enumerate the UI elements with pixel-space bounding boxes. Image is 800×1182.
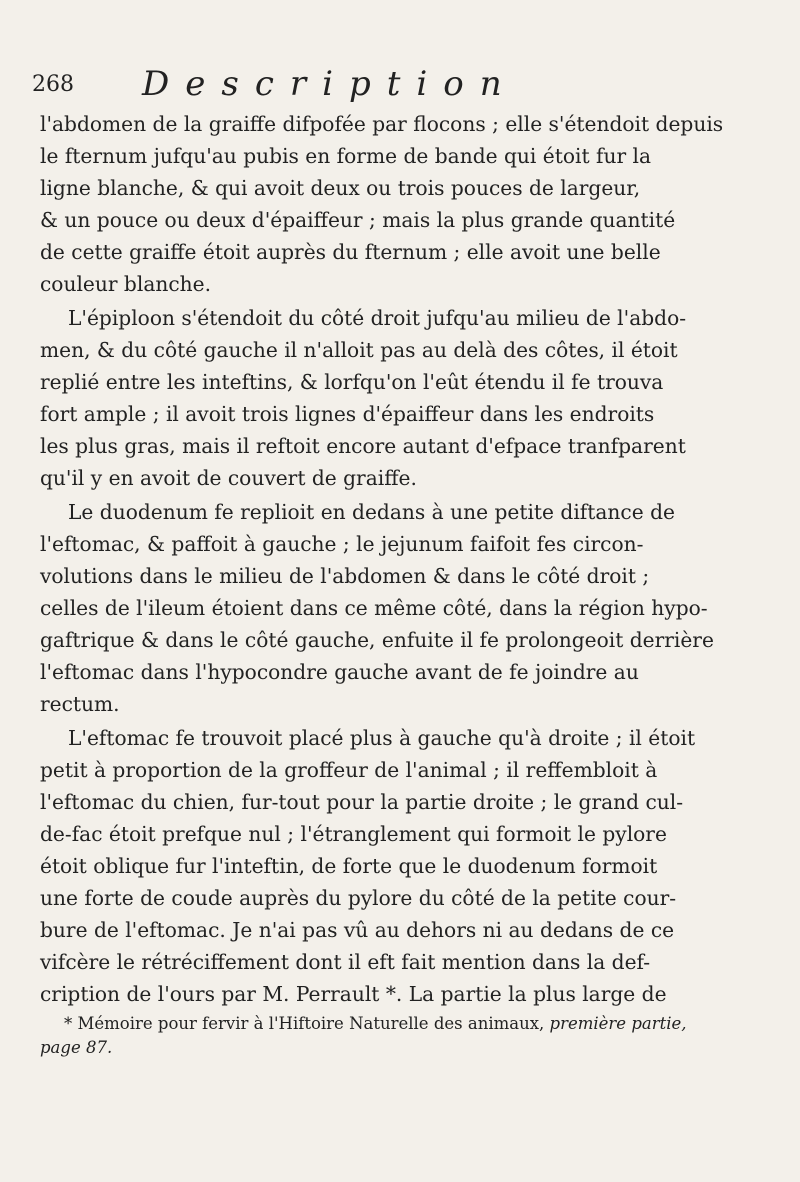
page-number: 268 [32, 72, 74, 97]
text-line: couleur blanche. [40, 272, 212, 296]
text-line: de cette graiffe étoit auprès du fternum ; elle avoit une belle [40, 240, 661, 264]
text-line: replié entre les inteftins, & lorfqu'on l'eût étendu il fe trouva [40, 370, 664, 394]
text-line: & un pouce ou deux d'épaiffeur ; mais la plus grande quantité [40, 208, 676, 232]
footnote-marker: * [64, 1014, 73, 1033]
footnote-page: page 87. [40, 1038, 113, 1057]
text-line: men, & du côté gauche il n'alloit pas au delà des côtes, il étoit [40, 338, 678, 362]
text-line: celles de l'ileum étoient dans ce même côté, dans la région hypo- [40, 596, 708, 620]
paragraph [40, 108, 764, 300]
text-line: fort ample ; il avoit trois lignes d'épaiffeur dans les endroits [40, 402, 655, 426]
text-line: les plus gras, mais il reftoit encore autant d'efpace tranfparent [40, 434, 686, 458]
page-header [32, 64, 768, 112]
text-line: le fternum jufqu'au pubis en forme de bande qui étoit fur la [40, 144, 652, 168]
paragraph [40, 302, 764, 494]
text-line: l'abdomen de la graiffe difpofée par flocons ; elle s'étendoit depuis [40, 112, 724, 136]
text-line: Le duodenum fe replioit en dedans à une petite diftance de [68, 500, 675, 524]
text-line: ligne blanche, & qui avoit deux ou trois pouces de largeur, [40, 176, 641, 200]
text-line: vifcère le rétréciffement dont il eft fait mention dans la def- [40, 950, 651, 974]
text-line: L'épiploon s'étendoit du côté droit jufqu'au milieu de l'abdo- [68, 306, 687, 330]
paragraph [40, 722, 764, 1010]
text-line: cription de l'ours par M. Perrault *. La partie la plus large de [40, 982, 667, 1006]
footnote-emphasis: première partie, [549, 1014, 687, 1033]
footnote [40, 1012, 764, 1060]
text-line: rectum. [40, 692, 120, 716]
text-line: qu'il y en avoit de couvert de graiffe. [40, 466, 417, 490]
text-line: bure de l'eftomac. Je n'ai pas vû au dehors ni au dedans de ce [40, 918, 675, 942]
text-line: volutions dans le milieu de l'abdomen & dans le côté droit ; [40, 564, 650, 588]
text-line: gaftrique & dans le côté gauche, enfuite il fe prolongeoit derrière [40, 628, 714, 652]
paragraph [40, 496, 764, 720]
running-title: Description [142, 64, 518, 104]
text-line: L'eftomac fe trouvoit placé plus à gauche qu'à droite ; il étoit [68, 726, 696, 750]
text-line: l'eftomac du chien, fur-tout pour la partie droite ; le grand cul- [40, 790, 684, 814]
text-line: l'eftomac dans l'hypocondre gauche avant de fe joindre au [40, 660, 639, 684]
body-text [40, 108, 764, 1010]
text-line: étoit oblique fur l'inteftin, de forte que le duodenum formoit [40, 854, 658, 878]
text-line: de-fac étoit prefque nul ; l'étranglement qui formoit le pylore [40, 822, 667, 846]
text-line: petit à proportion de la groffeur de l'animal ; il reffembloit à [40, 758, 658, 782]
text-line: l'eftomac, & paffoit à gauche ; le jejunum faifoit fes circon- [40, 532, 644, 556]
footnote-text: Mémoire pour fervir à l'Hiftoire Naturelle des animaux, [77, 1014, 545, 1033]
text-line: une forte de coude auprès du pylore du côté de la petite cour- [40, 886, 677, 910]
